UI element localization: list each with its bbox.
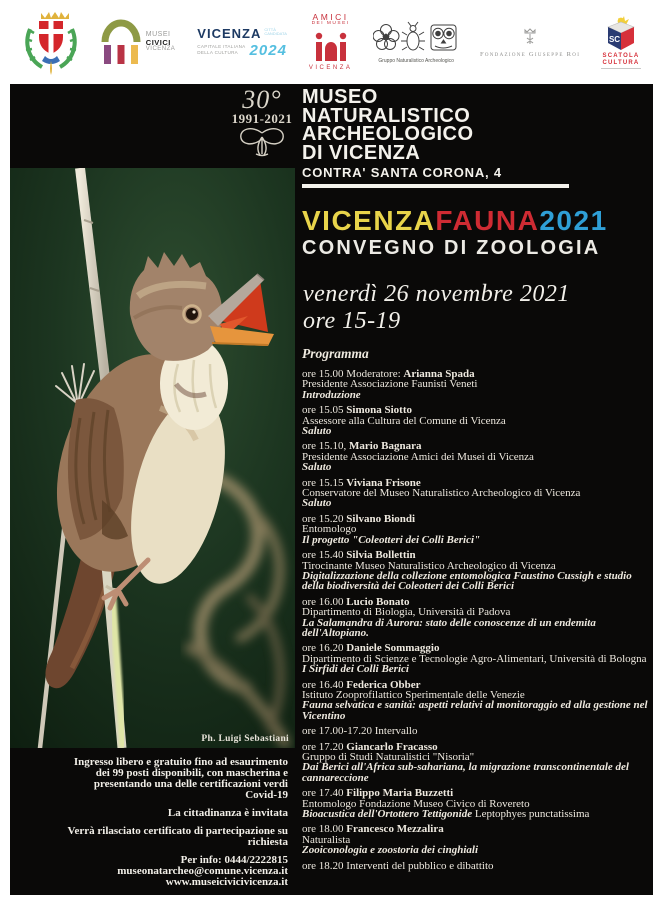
program-item-time-line: ore 15.15 Viviana Frisone <box>302 476 421 489</box>
info-paragraph <box>18 855 288 888</box>
vicenza-2024-sub1: CAPITALE ITALIANA <box>197 44 246 50</box>
speaker-name: Daniele Sommaggio <box>346 642 440 655</box>
program-item-time-line: ore 15.10, Mario Bagnara <box>302 440 422 453</box>
vicenza-2024-sub2: DELLA CULTURA <box>197 50 239 55</box>
info-line: museonatarcheo@comune.vicenza.it <box>117 865 288 877</box>
speaker-affiliation: Assessore alla Cultura del Comune di Vicenza <box>302 414 506 427</box>
program-item <box>302 643 653 674</box>
vicenza-2024-year: 2024 <box>249 41 287 59</box>
musei-civici-line1: MUSEI <box>145 31 171 39</box>
museum-title-line2: NATURALISTICO <box>302 104 471 127</box>
speaker-name: Federica Obber <box>346 678 421 691</box>
speaker-name: Viviana Frisone <box>346 476 421 489</box>
gruppo-naturalistico-logo <box>373 20 459 64</box>
musei-civici-line3: VICENZA <box>145 46 176 53</box>
title-part-year: 2021 <box>539 205 608 236</box>
program-item <box>302 441 653 472</box>
talk-topic: La Salamandra di Aurora: stato delle conoscenze di un endemita dell'Altopiano. <box>302 616 596 639</box>
program-item-time-line: ore 15.05 Simona Siotto <box>302 404 413 417</box>
speaker-name: Silvano Biondi <box>346 512 416 525</box>
info-line: Verrà rilasciato certificato di partecipazione su <box>67 825 288 837</box>
program-item-time-line: ore 15.00 Moderatore: Arianna Spada <box>302 368 475 380</box>
speaker-affiliation: Presidente Associazione Faunisti Veneti <box>302 378 478 391</box>
vicenza-2024-city: VICENZA <box>197 25 262 41</box>
event-date: venerdì 26 novembre 2021 <box>303 281 570 307</box>
talk-topic: Zooiconologia e zoostoria dei cinghiali <box>302 844 479 857</box>
info-paragraph <box>18 826 288 848</box>
program-item <box>302 597 653 639</box>
info-line: www.museicivicivicenza.it <box>165 876 288 888</box>
program-item <box>302 861 653 871</box>
info-line: Ingresso libero e gratuito fino ad esaurimento <box>73 756 288 768</box>
vicenza-2024-candidate1: CITTÀ <box>264 26 276 32</box>
talk-topic: Bioacustica dell'Ortottero Tettigonide Leptophyes punctatissima <box>302 808 590 821</box>
talk-topic: Saluto <box>302 497 332 510</box>
speaker-affiliation: Tirocinante Museo Naturalistico Archeologico di Vicenza <box>302 559 556 572</box>
scatola-cube-icon <box>604 14 638 52</box>
program-item <box>302 680 653 722</box>
event-title <box>302 206 608 260</box>
speaker-name: Giancarlo Fracasso <box>346 740 438 753</box>
program-item <box>302 369 653 400</box>
talk-topic: Il progetto "Coleotteri dei Colli Berici" <box>302 533 481 546</box>
speaker-affiliation: Entomologo Fondazione Museo Civico di Rovereto <box>302 797 530 810</box>
program-item <box>302 726 653 736</box>
speaker-name: Lucio Bonato <box>346 595 410 608</box>
talk-topic: I Sirfidi dei Colli Berici <box>302 663 409 676</box>
city-crest-icon <box>22 7 80 77</box>
scatola-line1: SCATOLA <box>602 52 640 59</box>
musei-civici-logo <box>101 18 176 66</box>
program-heading: Programma <box>302 346 369 361</box>
talk-topic-species: Leptophyes punctatissima <box>472 808 590 821</box>
program-item-time-line: ore 16.00 Lucio Bonato <box>302 595 410 608</box>
event-subtitle: CONVEGNO DI ZOOLOGIA <box>302 237 601 259</box>
amici-line2: DEI MUSEI <box>311 21 350 27</box>
museum-title-line4: DI VICENZA <box>302 141 421 164</box>
program-item-time-line: ore 17.00-17.20 Intervallo <box>302 725 418 738</box>
talk-topic: Introduzione <box>302 388 361 401</box>
amici-musei-logo <box>309 13 353 71</box>
speaker-affiliation: Dipartimento di Biologia, Università di Padova <box>302 606 511 619</box>
program-item <box>302 478 653 509</box>
musei-civici-arch-icon <box>101 18 141 66</box>
title-part-vicenza: VICENZA <box>302 205 436 236</box>
museum-address: CONTRA' SANTA CORONA, 4 <box>302 165 502 180</box>
scatola-cultura-logo <box>601 14 641 71</box>
info-line: Per info: 0444/2222815 <box>180 854 288 866</box>
flower-beetle-owl-icon <box>373 20 459 56</box>
program-item <box>302 405 653 436</box>
program-item <box>302 742 653 784</box>
talk-topic: Saluto <box>302 461 332 474</box>
speaker-affiliation: Istituto Zooprofilattico Sperimentale delle Venezie <box>302 688 525 701</box>
program-item-time-line: ore 15.40 Silvia Bollettin <box>302 549 416 562</box>
talk-topic: Digitalizzazione della collezione entomologica Faustino Cussigh e studio della biodiversità dei Coleotteri dei Colli Berici <box>302 569 632 593</box>
amici-city: VICENZA <box>308 65 353 72</box>
info-line: La cittadinanza è invitata <box>167 807 288 819</box>
speaker-name: Arianna Spada <box>403 368 475 380</box>
speaker-affiliation: Dipartimento di Scienze e Tecnologie Agro-Alimentari, Università di Bologna <box>302 652 647 665</box>
talk-topic: Saluto <box>302 425 332 438</box>
bird-photo-illustration <box>10 168 295 748</box>
amici-line1: AMICI <box>312 11 349 22</box>
speaker-name: Filippo Maria Buzzetti <box>346 787 454 800</box>
fondazione-roi-logo <box>480 26 580 58</box>
program-list <box>302 369 653 871</box>
roi-crown-icon <box>522 26 538 48</box>
event-datetime <box>303 281 570 335</box>
logo-band <box>0 0 663 84</box>
vicenza-city-crest-logo <box>22 7 80 77</box>
event-title-text <box>302 206 608 236</box>
speaker-name: Mario Bagnara <box>349 440 422 453</box>
speaker-name: Silvia Bollettin <box>346 549 416 562</box>
program-item <box>302 788 653 819</box>
speaker-affiliation: Conservatore del Museo Naturalistico Archeologico di Vicenza <box>302 487 581 500</box>
vicenza-2024-candidate2: CANDIDATA <box>264 31 287 37</box>
title-part-fauna: FAUNA <box>435 205 540 236</box>
info-line: Covid-19 <box>245 789 288 801</box>
anniversary-years: 1991-2021 <box>231 111 293 126</box>
roi-caption: Fondazione Giuseppe Roi <box>479 51 581 58</box>
talk-topic: Dai Berici all'Africa sub-sahariana, la migrazione transcontinentale del cannareccione <box>302 761 629 784</box>
amici-arch-icon <box>314 29 348 63</box>
info-line: dei 99 posti disponibili, con mascherina e <box>95 767 288 779</box>
program-item-time-line: ore 18.20 Interventi del pubblico e dibattito <box>302 859 494 872</box>
info-line: presentando una delle certificazioni verdi <box>93 778 288 790</box>
scatola-tagline-rule <box>601 68 641 70</box>
museum-header <box>302 88 569 188</box>
bird-photo <box>10 168 295 748</box>
anniversary-number: 30° <box>242 85 282 114</box>
program-item-time-line: ore 17.40 Filippo Maria Buzzetti <box>302 787 454 800</box>
talk-topic: Fauna selvatica e sanità: aspetti relativi al monitoraggio ed alla gestione nel Vicentino <box>302 699 648 722</box>
speaker-affiliation: Gruppo di Studi Naturalistici "Nisoria" <box>302 751 475 763</box>
museum-title-line3: ARCHEOLOGICO <box>302 123 474 145</box>
program-item <box>302 550 653 592</box>
event-hours: ore 15-19 <box>303 308 401 334</box>
speaker-affiliation: Entomologo <box>302 523 357 536</box>
program-item-time-line: ore 16.40 Federica Obber <box>302 678 421 691</box>
photo-credit: Ph. Luigi Sebastiani <box>201 734 289 744</box>
poster-body <box>10 84 653 895</box>
program-section <box>302 346 653 876</box>
program-item-time-line: ore 16.20 Daniele Sommaggio <box>302 642 440 655</box>
info-paragraph <box>18 808 288 819</box>
museum-title-line1: MUSEO <box>302 86 378 108</box>
program-item-time-line: ore 17.20 Giancarlo Fracasso <box>302 740 438 753</box>
gruppo-caption: Gruppo Naturalistico Archeologico <box>378 58 454 64</box>
anniversary-badge <box>220 87 304 162</box>
musei-civici-line2: CIVICI <box>145 37 171 47</box>
vicenza-2024-logo <box>196 26 288 59</box>
speaker-name: Francesco Mezzalira <box>346 823 444 836</box>
info-paragraph <box>18 757 288 801</box>
heart-flourish-icon <box>236 127 288 157</box>
program-item-time-line: ore 18.00 Francesco Mezzalira <box>302 823 444 836</box>
speaker-affiliation: Presidente Associazione Amici dei Musei di Vicenza <box>302 450 534 463</box>
scatola-initials-text: SC <box>608 34 621 44</box>
speaker-affiliation: Naturalista <box>302 833 351 846</box>
info-block <box>18 757 288 895</box>
program-item <box>302 514 653 545</box>
program-item <box>302 824 653 855</box>
scatola-line2: CULTURA <box>602 60 640 66</box>
speaker-name: Simona Siotto <box>346 404 413 417</box>
title-underline-rule <box>302 184 569 188</box>
info-line: richiesta <box>247 836 288 848</box>
program-item-time-line: ore 15.20 Silvano Biondi <box>302 512 416 525</box>
